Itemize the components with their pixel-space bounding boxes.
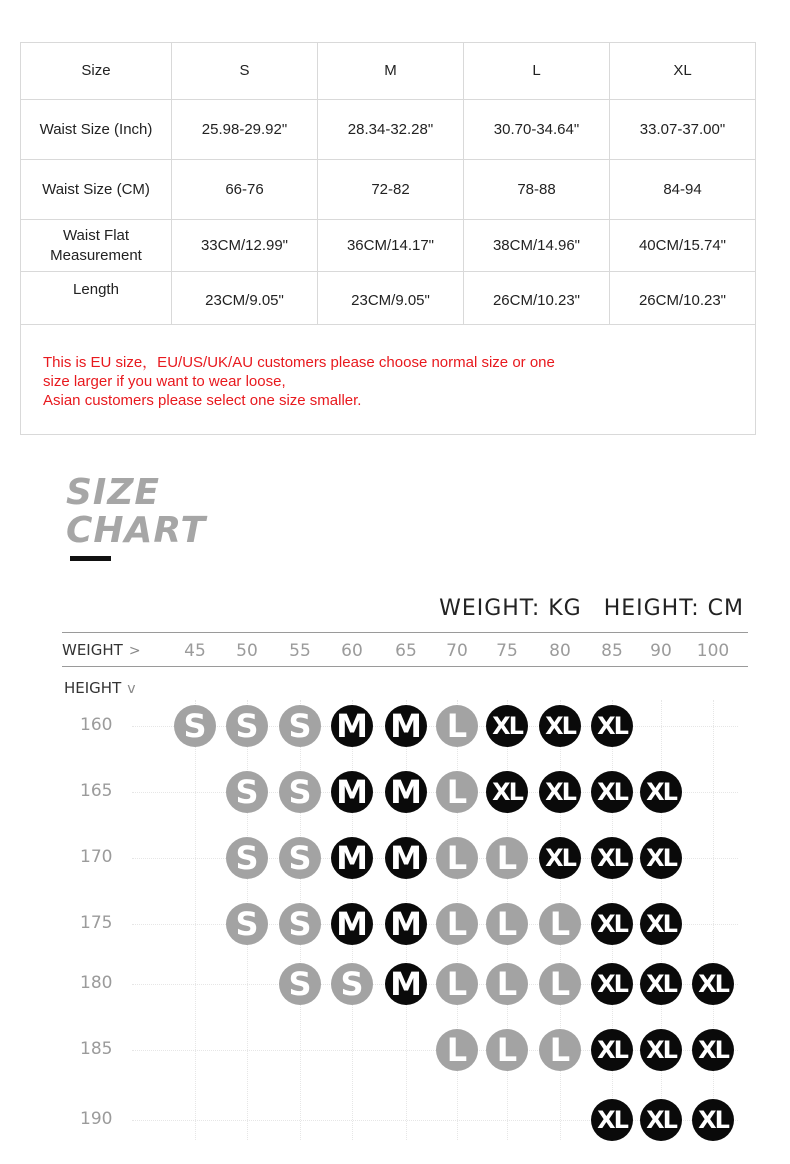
weight-tick-label: 45 xyxy=(184,641,206,661)
grid-line-vertical xyxy=(195,700,196,1140)
size-badge-xl: XL xyxy=(591,705,633,747)
weight-tick-label: 65 xyxy=(395,641,417,661)
size-badge-l: L xyxy=(539,1029,581,1071)
weight-tick-label: 55 xyxy=(289,641,311,661)
size-badge-xl: XL xyxy=(640,963,682,1005)
header-cell-m: M xyxy=(318,43,464,100)
weight-axis-label xyxy=(62,641,141,659)
size-badge-m: M xyxy=(331,771,373,813)
row-label xyxy=(21,220,172,272)
size-badge-l: L xyxy=(436,705,478,747)
size-badge-xl: XL xyxy=(692,1029,734,1071)
grid-line-horizontal xyxy=(132,726,738,727)
table-cell: 28.34-32.28" xyxy=(318,100,464,160)
size-badge-l: L xyxy=(486,963,528,1005)
row-label: Length xyxy=(21,272,172,325)
table-cell: 23CM/9.05" xyxy=(172,272,318,325)
chevron-right-icon: > xyxy=(128,643,141,659)
table-cell: 25.98-29.92" xyxy=(172,100,318,160)
title-line: SIZE xyxy=(66,472,161,513)
size-badge-l: L xyxy=(539,903,581,945)
size-badge-s: S xyxy=(331,963,373,1005)
height-tick-label: 185 xyxy=(80,1039,113,1059)
size-badge-l: L xyxy=(436,837,478,879)
table-cell: 26CM/10.23" xyxy=(464,272,610,325)
weight-tick-label: 50 xyxy=(236,641,258,661)
size-measurement-table xyxy=(20,42,756,435)
size-badge-m: M xyxy=(331,837,373,879)
size-badge-m: M xyxy=(385,903,427,945)
size-badge-m: M xyxy=(385,963,427,1005)
weight-tick-label: 90 xyxy=(650,641,672,661)
size-badge-s: S xyxy=(226,903,268,945)
table-cell: 36CM/14.17" xyxy=(318,220,464,272)
height-axis-label xyxy=(64,679,136,697)
size-badge-l: L xyxy=(539,963,581,1005)
size-badge-l: L xyxy=(486,903,528,945)
table-cell: 33CM/12.99" xyxy=(172,220,318,272)
size-badge-m: M xyxy=(331,903,373,945)
size-badge-xl: XL xyxy=(591,837,633,879)
table-cell: 30.70-34.64" xyxy=(464,100,610,160)
table-row-waist-cm xyxy=(21,160,756,220)
weight-tick-label: 100 xyxy=(696,641,730,661)
weight-tick-label: 70 xyxy=(446,641,468,661)
size-badge-xl: XL xyxy=(539,837,581,879)
table-header-row xyxy=(21,43,756,100)
table-cell: 26CM/10.23" xyxy=(610,272,756,325)
height-tick-label: 180 xyxy=(80,973,113,993)
size-badge-xl: XL xyxy=(640,903,682,945)
size-badge-xl: XL xyxy=(591,1099,633,1141)
size-badge-s: S xyxy=(279,705,321,747)
size-badge-s: S xyxy=(226,771,268,813)
unit-weight: WEIGHT: KG xyxy=(439,596,582,621)
title-line: CHART xyxy=(66,510,207,551)
weight-tick-label: 60 xyxy=(341,641,363,661)
note-line: This is EU size，EU/US/UK/AU customers please choose normal size or one xyxy=(43,354,555,371)
height-axis-text: HEIGHT xyxy=(64,679,122,697)
size-badge-s: S xyxy=(279,771,321,813)
size-badge-s: S xyxy=(279,903,321,945)
divider xyxy=(62,632,748,633)
table-cell: 72-82 xyxy=(318,160,464,220)
table-cell: 84-94 xyxy=(610,160,756,220)
size-badge-xl: XL xyxy=(591,963,633,1005)
size-badge-xl: XL xyxy=(539,771,581,813)
row-label-line: Waist Flat xyxy=(62,226,130,244)
height-tick-label: 160 xyxy=(80,715,113,735)
height-tick-label: 165 xyxy=(80,781,113,801)
height-tick-label: 175 xyxy=(80,913,113,933)
table-cell: 38CM/14.96" xyxy=(464,220,610,272)
height-tick-label: 170 xyxy=(80,847,113,867)
size-note xyxy=(21,325,756,435)
size-badge-l: L xyxy=(436,771,478,813)
row-label: Waist Size (CM) xyxy=(21,160,172,220)
size-badge-l: L xyxy=(436,963,478,1005)
header-cell-size: Size xyxy=(21,43,172,100)
size-badge-s: S xyxy=(279,963,321,1005)
unit-height: HEIGHT: CM xyxy=(603,596,744,621)
size-badge-s: S xyxy=(226,705,268,747)
size-badge-xl: XL xyxy=(640,1099,682,1141)
size-badge-m: M xyxy=(331,705,373,747)
header-cell-xl: XL xyxy=(610,43,756,100)
size-badge-s: S xyxy=(174,705,216,747)
size-badge-m: M xyxy=(385,837,427,879)
size-badge-xl: XL xyxy=(640,837,682,879)
table-row-waist-flat xyxy=(21,220,756,272)
size-badge-xl: XL xyxy=(486,705,528,747)
size-chart-title xyxy=(66,474,206,550)
size-badge-xl: XL xyxy=(591,903,633,945)
header-cell-l: L xyxy=(464,43,610,100)
table-row-length xyxy=(21,272,756,325)
table-cell: 40CM/15.74" xyxy=(610,220,756,272)
row-label: Waist Size (Inch) xyxy=(21,100,172,160)
size-badge-l: L xyxy=(486,1029,528,1071)
table-cell: 78-88 xyxy=(464,160,610,220)
size-badge-xl: XL xyxy=(539,705,581,747)
size-badge-xl: XL xyxy=(591,1029,633,1071)
units-caption xyxy=(439,596,744,621)
table-note-row xyxy=(21,325,756,435)
table-cell: 33.07-37.00" xyxy=(610,100,756,160)
chevron-down-icon: v xyxy=(127,681,136,697)
size-badge-xl: XL xyxy=(640,771,682,813)
row-label-line: Measurement xyxy=(50,246,142,264)
size-badge-l: L xyxy=(486,837,528,879)
size-badge-xl: XL xyxy=(640,1029,682,1071)
height-tick-label: 190 xyxy=(80,1109,113,1129)
size-badge-l: L xyxy=(436,1029,478,1071)
weight-axis-text: WEIGHT xyxy=(62,641,123,659)
size-badge-m: M xyxy=(385,705,427,747)
size-badge-xl: XL xyxy=(692,1099,734,1141)
size-badge-s: S xyxy=(279,837,321,879)
size-badge-l: L xyxy=(436,903,478,945)
table-cell: 23CM/9.05" xyxy=(318,272,464,325)
table-cell: 66-76 xyxy=(172,160,318,220)
size-badge-xl: XL xyxy=(486,771,528,813)
title-underline xyxy=(70,556,111,561)
weight-tick-label: 85 xyxy=(601,641,623,661)
size-badge-s: S xyxy=(226,837,268,879)
divider xyxy=(62,666,748,667)
header-cell-s: S xyxy=(172,43,318,100)
grid-line-vertical xyxy=(713,700,714,1140)
size-badge-xl: XL xyxy=(692,963,734,1005)
size-badge-xl: XL xyxy=(591,771,633,813)
size-badge-m: M xyxy=(385,771,427,813)
weight-tick-label: 80 xyxy=(549,641,571,661)
note-line: Asian customers please select one size smaller. xyxy=(43,392,362,409)
table-row-waist-inch xyxy=(21,100,756,160)
weight-tick-label: 75 xyxy=(496,641,518,661)
note-line: size larger if you want to wear loose, xyxy=(43,373,286,390)
